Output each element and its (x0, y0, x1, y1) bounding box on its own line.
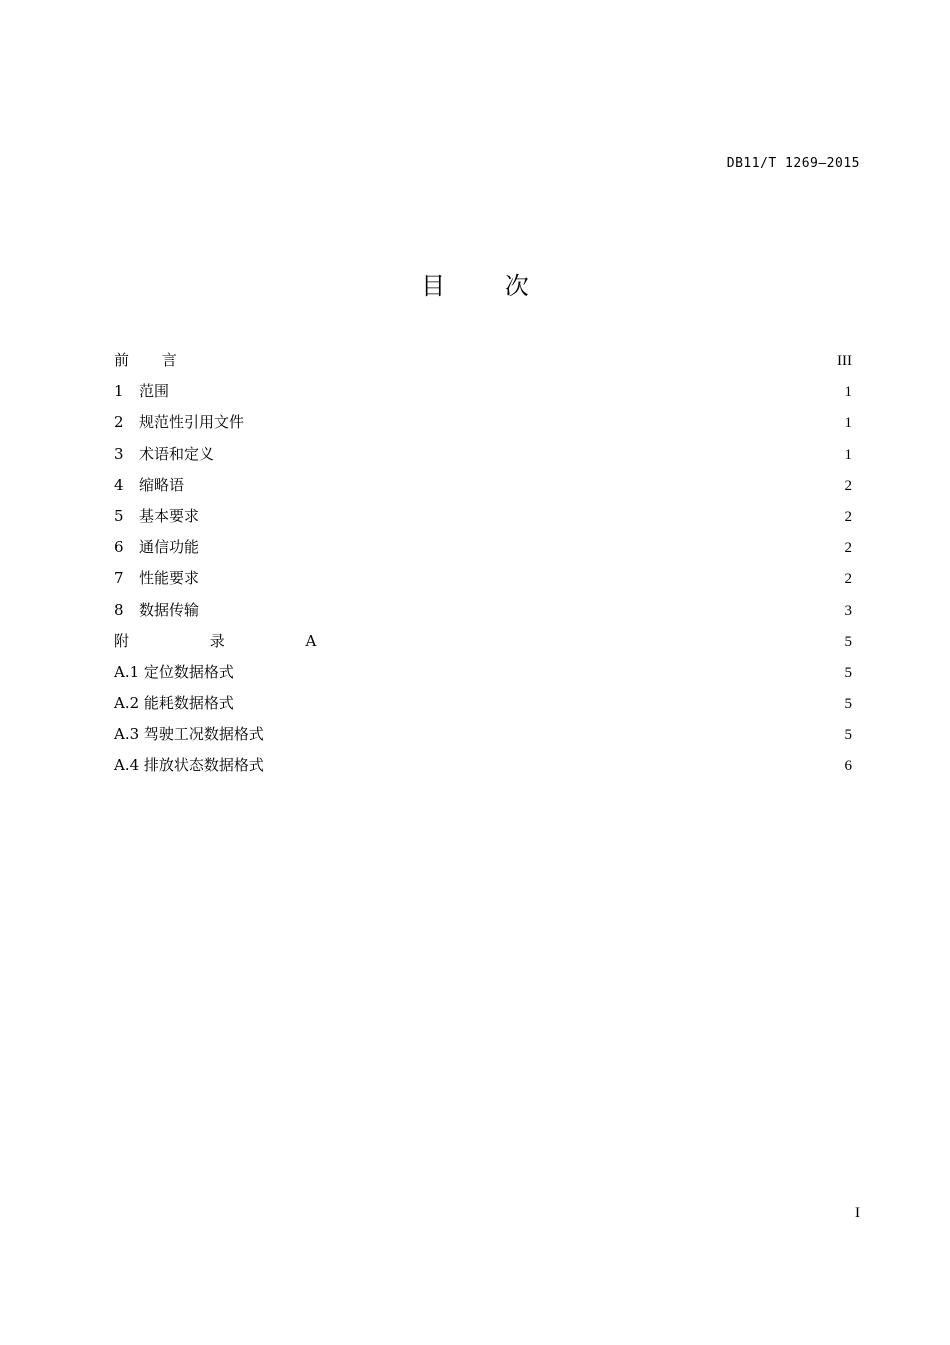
toc-entry-page: 5 (844, 633, 852, 650)
toc-entry[interactable] (114, 532, 852, 563)
toc-entry-label: 范围 (139, 382, 170, 401)
toc-entry-number: 4 (114, 475, 124, 494)
dot-leader (245, 426, 843, 427)
toc-entry-number: 1 (114, 382, 124, 401)
toc-entry-page: 2 (844, 571, 852, 588)
toc-entry-label: A.4 排放状态数据格式 (114, 756, 264, 775)
dot-leader (185, 489, 843, 490)
dot-leader (200, 551, 843, 552)
dot-leader (235, 676, 844, 677)
dot-leader (215, 458, 843, 459)
dot-leader (170, 395, 843, 396)
dot-leader (265, 769, 844, 770)
toc-entry-label: 术语和定义 (139, 444, 215, 463)
toc-entry-page: 1 (844, 384, 852, 401)
toc-entry-page: 5 (844, 727, 852, 744)
toc-entry-page: 2 (844, 477, 852, 494)
dot-leader (265, 738, 844, 739)
toc-entry-number: 8 (114, 600, 124, 619)
toc-entry[interactable] (114, 626, 852, 657)
toc-entry-label: A.3 驾驶工况数据格式 (114, 725, 264, 744)
toc-entry-number: 6 (114, 538, 124, 557)
toc-entry[interactable] (114, 439, 852, 470)
toc-entry-number: 3 (114, 444, 124, 463)
toc-entry[interactable] (114, 345, 852, 376)
dot-leader (235, 707, 844, 708)
document-number: DB11/T 1269—2015 (726, 156, 860, 171)
toc-entry-label: 性能要求 (139, 569, 200, 588)
table-of-contents (114, 345, 852, 782)
dot-leader (192, 364, 836, 365)
page-number: I (855, 1205, 860, 1221)
toc-entry-page: 1 (844, 446, 852, 463)
toc-entry-page: 3 (844, 602, 852, 619)
toc-entry-label: 通信功能 (139, 538, 200, 557)
toc-entry-page: 5 (844, 696, 852, 713)
toc-entry[interactable] (114, 657, 852, 688)
toc-entry-page: 5 (844, 664, 852, 681)
toc-entry[interactable] (114, 470, 852, 501)
toc-entry[interactable] (114, 719, 852, 750)
toc-entry[interactable] (114, 407, 852, 438)
dot-leader (200, 582, 843, 583)
toc-entry-label: 基本要求 (139, 506, 200, 525)
toc-entry-number: 2 (114, 413, 124, 432)
toc-entry[interactable] (114, 563, 852, 594)
toc-entry[interactable] (114, 595, 852, 626)
page-title: 目 次 (421, 272, 555, 300)
toc-entry-number: 5 (114, 506, 124, 525)
toc-entry-page: 2 (844, 540, 852, 557)
toc-entry-page: 1 (844, 415, 852, 432)
toc-entry-number: 7 (114, 569, 124, 588)
toc-entry[interactable] (114, 750, 852, 781)
toc-entry-label: 数据传输 (139, 600, 200, 619)
toc-entry-label: 附 录 A (114, 631, 355, 650)
dot-leader (200, 520, 843, 521)
toc-entry-label: A.1 定位数据格式 (114, 662, 234, 681)
toc-entry[interactable] (114, 376, 852, 407)
toc-entry-label: 前 言 (114, 351, 191, 369)
toc-entry[interactable] (114, 688, 852, 719)
toc-entry[interactable] (114, 501, 852, 532)
toc-entry-label: 缩略语 (139, 475, 185, 494)
toc-entry-page: III (837, 353, 852, 369)
toc-entry-page: 6 (844, 758, 852, 775)
toc-entry-page: 2 (844, 508, 852, 525)
dot-leader (355, 645, 843, 646)
dot-leader (200, 614, 843, 615)
toc-entry-label: A.2 能耗数据格式 (114, 694, 234, 713)
toc-entry-label: 规范性引用文件 (139, 413, 245, 432)
